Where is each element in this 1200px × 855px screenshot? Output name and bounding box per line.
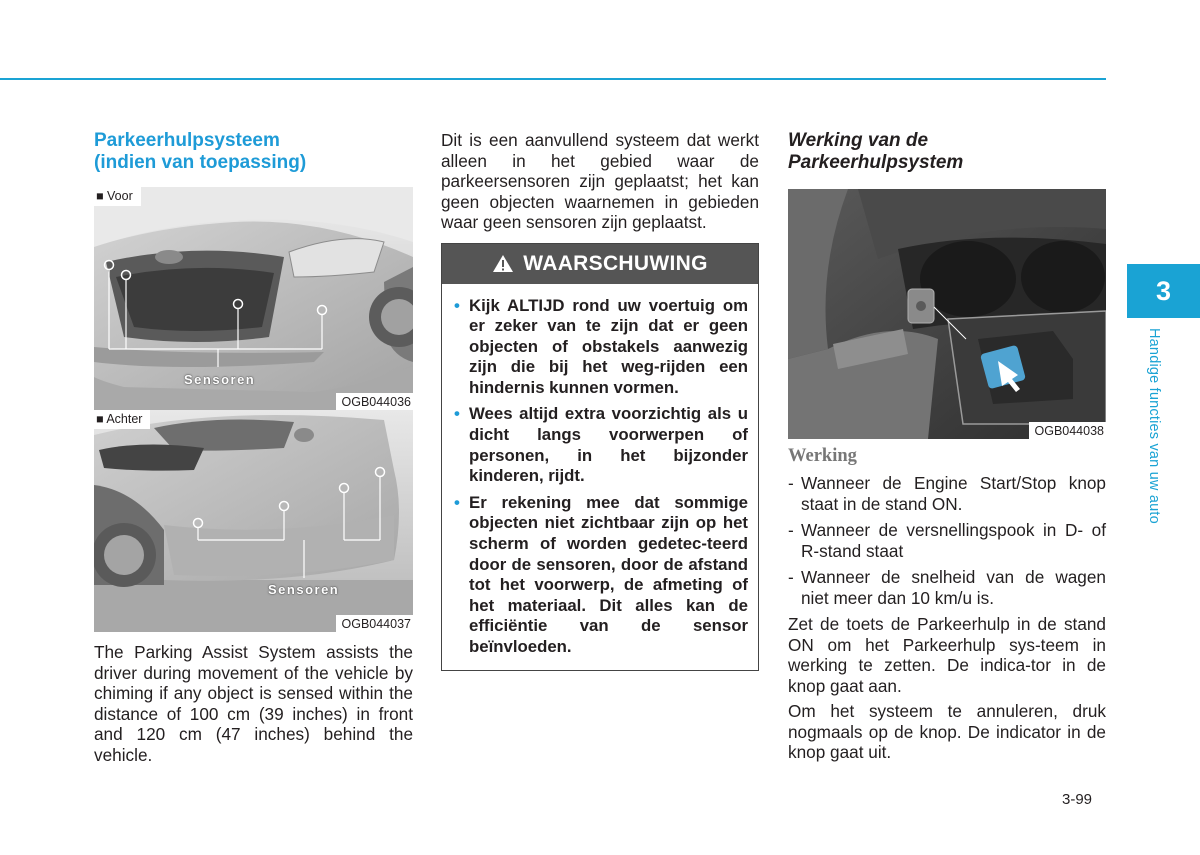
supplement-paragraph: Dit is een aanvullend systeem dat werkt alleen in het gebied waar de parkeersensoren zijn geplaatst; het kan geen objecten waarnemen in gebieden waar geen sensoren zijn geplaatst. bbox=[441, 130, 759, 232]
warning-item: • Kijk ALTIJD rond uw voertuig om er zeker van te zijn dat er geen objecten of obstakels aanwezig zijn die bij het weg-rijden een hindernis kunnen vormen. bbox=[454, 296, 748, 399]
figure-rear-caption: Sensoren bbox=[268, 582, 340, 597]
left-column bbox=[94, 130, 413, 765]
condition-item: - Wanneer de Engine Start/Stop knop staat in de stand ON. bbox=[788, 473, 1106, 514]
warning-triangle-icon bbox=[492, 254, 514, 273]
warning-title: WAARSCHUWING bbox=[523, 251, 708, 275]
condition-item: - Wanneer de snelheid van de wagen niet meer dan 10 km/u is. bbox=[788, 567, 1106, 608]
figure-rear-tag: ■ Achter bbox=[94, 410, 150, 429]
console-button-illustration bbox=[788, 189, 1106, 439]
warning-item: • Wees altijd extra voorzichtig als u dicht langs voorwerpen of personen, in het bijzonder kinderen, rijdt. bbox=[454, 404, 748, 486]
section-heading: Parkeerhulpsysteem (indien van toepassing) bbox=[94, 130, 307, 173]
warning-list bbox=[442, 284, 758, 670]
warning-header bbox=[442, 244, 758, 284]
chapter-number-tab: 3 bbox=[1127, 264, 1200, 318]
figure-console-code: OGB044038 bbox=[1029, 422, 1107, 439]
header-rule bbox=[0, 78, 1106, 80]
intro-paragraph: The Parking Assist System assists the driver during movement of the vehicle by chiming if any object is sensed within the distance of 100 cm (39 inches) in front and 120 cm (47 inches) behind the vehicle. bbox=[94, 642, 413, 765]
right-column bbox=[788, 130, 1106, 763]
figure-front-tag: ■ Voor bbox=[94, 187, 141, 206]
cancel-paragraph: Om het systeem te annuleren, druk nogmaals op de knop. De indicator in de knop gaat uit. bbox=[788, 701, 1106, 762]
figure-console-button bbox=[788, 189, 1106, 439]
page-number: 3-99 bbox=[1062, 791, 1093, 808]
figure-front-sensors bbox=[94, 187, 413, 410]
conditions-list bbox=[788, 473, 1106, 608]
operation-subheading: Werking bbox=[788, 446, 857, 466]
operation-heading: Werking van de Parkeerhulpsystem bbox=[788, 130, 964, 173]
warning-item: • Er rekening mee dat sommige objecten niet zichtbaar zijn op het scherm of worden gedetec-teerd door de sensoren, door de afstand tot het voorwerp, de afmeting of het materiaal. Dit alles kan de efficiëntie van de sensor beïnvloeden. bbox=[454, 493, 748, 658]
activate-paragraph: Zet de toets de Parkeerhulp in de stand ON om het Parkeerhulp sys-teem in werking te zetten. De indica-tor in de knop gaat aan. bbox=[788, 614, 1106, 696]
figure-rear-code: OGB044037 bbox=[336, 615, 414, 632]
warning-box bbox=[441, 243, 759, 671]
chapter-title: Handige functies van uw auto bbox=[1146, 328, 1162, 524]
figure-front-caption: Sensoren bbox=[184, 372, 256, 387]
condition-item: - Wanneer de versnellingspook in D- of R-stand staat bbox=[788, 520, 1106, 561]
figure-rear-sensors bbox=[94, 410, 413, 632]
figure-front-code: OGB044036 bbox=[336, 393, 414, 410]
rear-car-illustration bbox=[94, 410, 413, 632]
middle-column bbox=[441, 130, 759, 671]
